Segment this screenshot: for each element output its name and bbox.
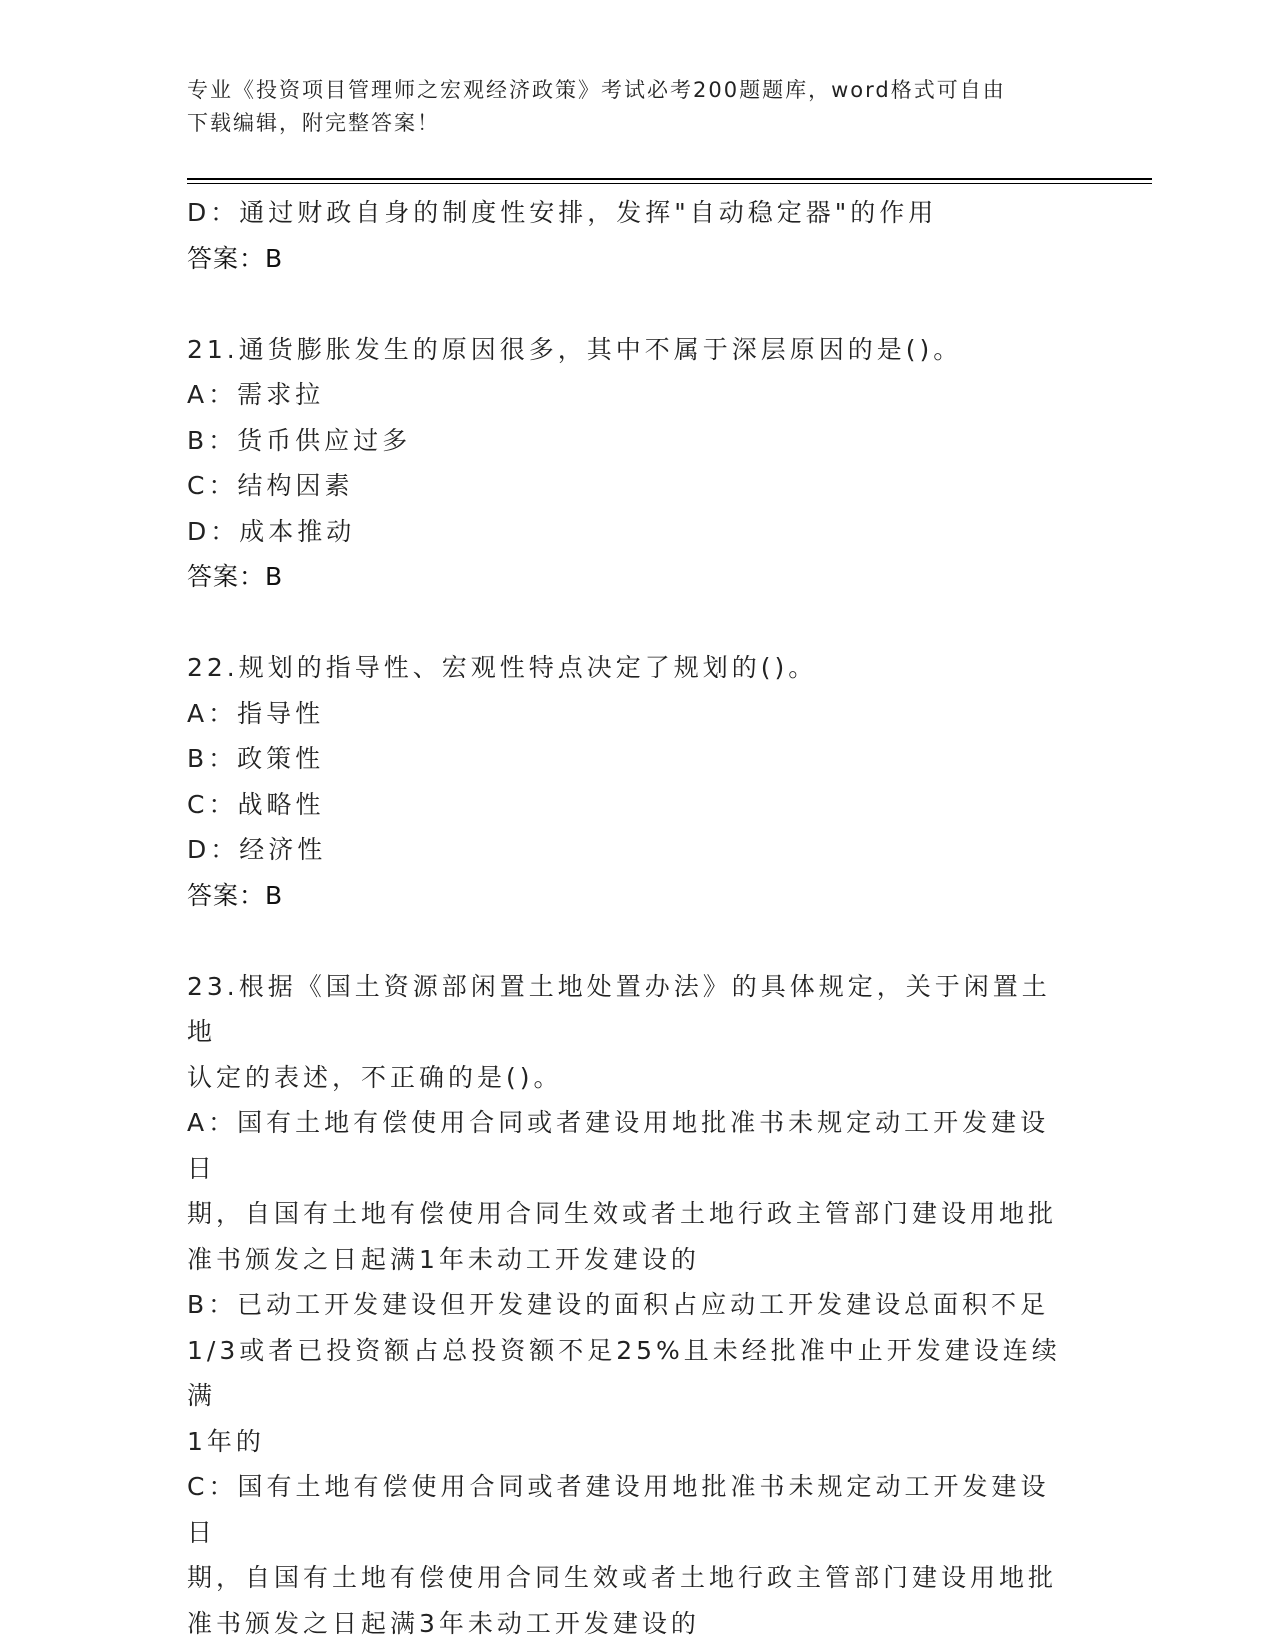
option-b: B：政策性 bbox=[187, 744, 325, 773]
answer: 答案：B bbox=[187, 562, 284, 591]
question-stem-line-2: 认定的表述，不正确的是()。 bbox=[187, 1062, 563, 1092]
option-c-line-1: C：国有土地有偿使用合同或者建设用地批准书未规定动工开发建设日 bbox=[187, 1472, 1050, 1547]
option-c: C：结构因素 bbox=[187, 471, 354, 500]
header-line-2: 下载编辑，附完整答案！ bbox=[187, 111, 440, 135]
header-rule-thin bbox=[187, 183, 1152, 184]
spacer bbox=[187, 600, 1077, 646]
option-d: D：经济性 bbox=[187, 835, 327, 864]
option-a: A：指导性 bbox=[187, 698, 325, 728]
option-a-line-1: A：国有土地有偿使用合同或者建设用地批准书未规定动工开发建设日 bbox=[187, 1108, 1050, 1183]
option-c-line-3: 准书颁发之日起满3年未动工开发建设的 bbox=[187, 1608, 700, 1638]
option-b-line-1: B：已动工开发建设但开发建设的面积占应动工开发建设总面积不足 bbox=[187, 1290, 1050, 1319]
option-b-line-3: 1年的 bbox=[187, 1426, 265, 1456]
option-a-line-3: 准书颁发之日起满1年未动工开发建设的 bbox=[187, 1244, 700, 1274]
question-stem: 21.通货膨胀发生的原因很多，其中不属于深层原因的是()。 bbox=[187, 334, 963, 364]
spacer bbox=[187, 918, 1077, 964]
option-a-line-2: 期，自国有土地有偿使用合同生效或者土地行政主管部门建设用地批 bbox=[187, 1199, 1058, 1228]
option-d: D：成本推动 bbox=[187, 516, 356, 546]
question-22 bbox=[187, 645, 1077, 918]
header-rule-thick bbox=[187, 178, 1152, 180]
spacer bbox=[187, 281, 1077, 327]
question-content bbox=[187, 190, 1077, 1646]
prev-answer: 答案：B bbox=[187, 243, 284, 273]
question-21 bbox=[187, 327, 1077, 600]
header-line-1: 专业《投资项目管理师之宏观经济政策》考试必考200题题库，word格式可自由 bbox=[187, 78, 1006, 102]
option-a: A：需求拉 bbox=[187, 380, 325, 409]
prev-option-d: D：通过财政自身的制度性安排，发挥"自动稳定器"的作用 bbox=[187, 198, 938, 227]
question-stem: 22.规划的指导性、宏观性特点决定了规划的()。 bbox=[187, 653, 818, 682]
option-c: C：战略性 bbox=[187, 789, 325, 819]
option-b-line-2: 1/3或者已投资额占总投资额不足25%且未经批准中止开发建设连续满 bbox=[187, 1335, 1061, 1410]
option-c-line-2: 期，自国有土地有偿使用合同生效或者土地行政主管部门建设用地批 bbox=[187, 1563, 1058, 1592]
answer: 答案：B bbox=[187, 880, 284, 910]
option-b: B：货币供应过多 bbox=[187, 425, 412, 455]
document-header bbox=[187, 74, 1077, 140]
question-stem-line-1: 23.根据《国土资源部闲置土地处置办法》的具体规定，关于闲置土地 bbox=[187, 971, 1051, 1046]
question-23 bbox=[187, 964, 1077, 1647]
